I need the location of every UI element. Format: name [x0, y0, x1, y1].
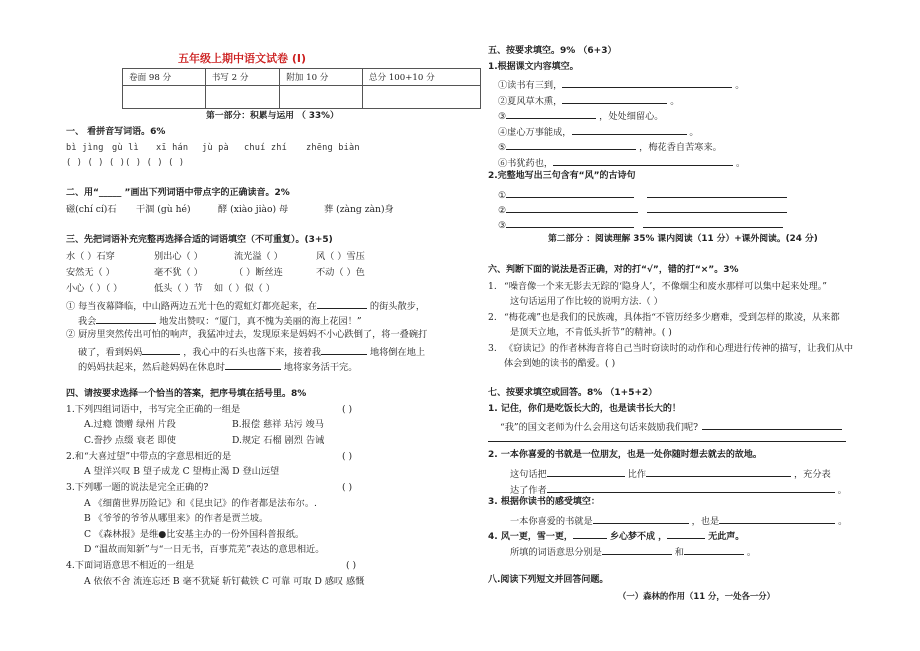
q3-passage2-line3: [78, 360, 357, 372]
part1-heading: 第一部分：积累与运用 （ 33%）: [206, 111, 339, 121]
q7-item3-blank-1[interactable]: [593, 514, 689, 524]
q5-poem-blank-3b[interactable]: [643, 218, 783, 228]
q8-subtitle: （一）森林的作用（11 分，一处各一分）: [618, 591, 775, 601]
q5-line-2-pre: ②夏风草木熏，: [498, 96, 563, 107]
q3-passage1-text-d: 地发出赞叹：“厦门，真不愧为美丽的海上花园！”: [159, 316, 362, 327]
q5-line-3-pre: ③: [498, 111, 507, 122]
q3-passage2-text-d: 地将倒在地上: [369, 347, 426, 358]
q4-item4-stem: 4.下面词语意思不相近的一组是: [66, 560, 195, 571]
q6-item1-line2[interactable]: 这句话运用了作比较的说明方法.（ ）: [510, 296, 663, 307]
q2-item-4[interactable]: 葬 (zàng zàn)身: [324, 204, 394, 215]
q5-poem-line-1: [498, 188, 787, 200]
q6-item3-line1: 《窃读记》的作者林海音将自己当时窃读时的动作和心理进行传神的描写，让我们从中: [504, 343, 854, 354]
q8-title: 八.阅读下列短文并回答问题。: [488, 575, 609, 585]
q4-title: 四、请按要求选择一个恰当的答案，把序号填在括号里。8%: [66, 389, 307, 399]
q6-item1-line1: “噪音像一个来无影去无踪的‘隐身人’，不像烟尘和废水那样可以集中起来处理。”: [504, 281, 828, 292]
q3-word-10[interactable]: 低头（ ）节: [154, 283, 203, 294]
q7-item3-title: 3. 根据你读书的感受填空：: [488, 497, 600, 507]
q5-poem-blank-1b[interactable]: [647, 188, 787, 198]
q7-item1-question-text: “我”的国文老师为什么会用这句话来鼓励我们呢?: [500, 422, 699, 433]
q7-item4-text-b: 乡心梦不成 ，: [609, 532, 668, 542]
q7-item4-blank-1[interactable]: [573, 529, 607, 539]
q7-item3-text-b: ，也是: [691, 516, 720, 527]
q3-word-11[interactable]: 如（ ）似（ ）: [214, 283, 275, 294]
q3-passage2-text-f: 地将家务活干完。: [283, 362, 358, 373]
q3-blank-3[interactable]: [142, 345, 180, 355]
q5-blank-1[interactable]: [562, 78, 732, 88]
q3-blank-4[interactable]: [321, 345, 367, 355]
q5-poem-blank-1a[interactable]: [506, 188, 634, 198]
q4-item2-options: A 望洋兴叹 B 望子成龙 C 望梅止渴 D 登山远望: [84, 466, 280, 477]
q5-line-3: [498, 109, 663, 121]
q5-line-1-post: 。: [735, 80, 745, 91]
q5-poem-blank-3a[interactable]: [506, 218, 634, 228]
q3-passage1-line2: [78, 314, 362, 326]
q7-item4-blank-3[interactable]: [602, 545, 672, 555]
q7-item2-blank-1[interactable]: [547, 467, 625, 477]
q4-item2-stem: 2.和“大喜过望”中带点的字意思相近的是: [66, 451, 232, 462]
q7-item1-blank-2[interactable]: [488, 432, 846, 442]
q6-item3-num: 3.: [488, 343, 497, 354]
q7-item4-question: [510, 545, 756, 557]
q7-item4-end: 。: [746, 547, 757, 558]
q5-poem-num-3: ③: [498, 220, 507, 231]
q5-line-2: [498, 94, 679, 106]
q3-blank-1[interactable]: [317, 299, 367, 309]
q4-item3-option-b: B 《爷爷的爷爷从哪里来》的作者是贾兰坡。: [84, 513, 269, 524]
q3-passage1-line1: [66, 299, 425, 311]
q5-line-4: [498, 125, 699, 137]
q5-poem-blank-2b[interactable]: [647, 203, 787, 213]
q4-item3-answer[interactable]: ( ): [342, 482, 353, 493]
q3-passage2-line2: [78, 345, 425, 357]
score-header-total: 总分 100+10 分: [362, 69, 480, 86]
q7-item2-text-c: ，充分表: [793, 469, 831, 480]
q3-word-5[interactable]: 安然无（ ）: [66, 267, 115, 278]
q2-title: 二、用“_____ ”画出下列词语中带点字的正确读音。2%: [66, 188, 290, 198]
q4-item1-option-a: A.过瘾 馈赠 绿州 片段: [84, 419, 176, 430]
score-cell-bonus[interactable]: [280, 86, 363, 109]
q1-pinyin-5: chuí zhí: [244, 143, 287, 153]
q7-item3-text-a: 一本你喜爱的书就是: [510, 516, 593, 527]
q3-word-6[interactable]: 毫不犹（ ）: [154, 267, 203, 278]
score-table: [122, 68, 481, 109]
q7-item2-blank-3[interactable]: [547, 483, 835, 493]
q4-item4-answer[interactable]: ( ): [346, 560, 357, 571]
q4-item4-options: A 依依不舍 流连忘还 B 毫不犹疑 斩钉截铁 C 可靠 可取 D 感叹 感慨: [84, 576, 365, 587]
q5-sub1: 1.根据课文内容填空。: [488, 62, 579, 72]
q7-item1-quote: 1. 记住，你们是吃饭长大的，也是读书长大的！: [488, 404, 681, 414]
part2-heading: 第二部分 ：阅读理解 35% 课内阅读（11 分）+课外阅读。(24 分): [548, 234, 818, 244]
q5-poem-blank-2a[interactable]: [506, 203, 638, 213]
q4-item1-option-d: D.规定 石榴 剧烈 告诫: [232, 435, 325, 446]
q5-sub2: 2.完整地写出三句含有“风”的古诗句: [488, 171, 636, 181]
q5-line-3-post: ，处处细留心。: [599, 111, 664, 122]
q6-item3-line2[interactable]: 体会到她的读书的酷爱。( ): [504, 358, 616, 369]
q3-passage2-text-c: ，我心中的石头也落下来，接着我: [183, 347, 322, 358]
q3-passage1-text-a: ① 每当夜幕降临，中山路两边五光十色的霓虹灯都亮起来，在: [66, 301, 317, 312]
q2-item-3[interactable]: 酵 (xiào jiào) 母: [218, 204, 289, 215]
q3-passage2-text-b: 破了，看到妈妈: [78, 347, 143, 358]
q1-pinyin-1: bì jìng: [66, 143, 104, 153]
q4-item1-stem: 1.下列四组词语中，书写完全正确的一组是: [66, 404, 241, 415]
q1-pinyin-3: xī hán: [156, 143, 189, 153]
q6-item2-line1: “梅花魂”也是我们的民族魂，具体指“不管历经多少磨难，受到怎样的欺凌，从来都: [504, 312, 840, 323]
q4-item3-option-c: C 《森林报》是维●比安基主办的一份外国科普报纸。: [84, 529, 305, 540]
q6-item2-num: 2.: [488, 312, 497, 323]
q7-item2-blank-2[interactable]: [646, 467, 791, 477]
q3-passage2-text-e: 的妈妈扶起来，然后趁妈妈在休息时: [78, 362, 225, 373]
q5-blank-5[interactable]: [506, 140, 636, 150]
q3-passage1-text-c: 我会: [78, 316, 97, 327]
q5-blank-3[interactable]: [506, 109, 596, 119]
q3-blank-2[interactable]: [96, 314, 156, 324]
q5-line-1-pre: ①读书有三到，: [498, 80, 563, 91]
q1-pinyin-4: jù pà: [202, 143, 229, 153]
q6-item1-num: 1.: [488, 281, 497, 292]
score-header-bonus: 附加 10 分: [280, 69, 363, 86]
q1-pinyin-6: zhēng biàn: [306, 143, 360, 153]
q7-item3-line: [510, 514, 847, 526]
q7-title: 七、按要求填空或回答。8% （1+5+2）: [488, 388, 658, 398]
exam-title: 五年级上期中语文试卷 (I): [178, 52, 306, 65]
q5-line-4-pre: ④虚心万事能成，: [498, 127, 572, 138]
q7-item4-line: [488, 529, 744, 542]
q7-item4-text-c: 无此声。: [708, 532, 745, 542]
q7-item2-text-e: 。: [837, 485, 847, 496]
q1-answer-row[interactable]: ( ) ( ) ( )( ) ( ) ( ): [66, 158, 185, 168]
q3-passage2-line1: ② 厨房里突然传出可怕的响声，我猛冲过去，发现原来是妈妈不小心跌倒了，将一叠碗打: [66, 329, 428, 340]
q5-poem-num-1: ①: [498, 190, 507, 201]
score-cell-total[interactable]: [362, 86, 480, 109]
q1-pinyin-2: gù lì: [112, 143, 139, 153]
q3-word-1[interactable]: 水（ ）石穿: [66, 251, 115, 262]
q7-item3-blank-2[interactable]: [719, 514, 835, 524]
q1-title: 一、 看拼音写词语。6%: [66, 127, 166, 137]
q6-item2-line2[interactable]: 是顶天立地，不肯低头折节”的精神。( ): [510, 327, 672, 338]
q5-line-5: [498, 140, 722, 152]
q7-item2-text-d: 达了作者: [510, 485, 547, 496]
q7-item1-blank-1[interactable]: [702, 420, 842, 430]
q7-item2-text-b: 比作: [627, 469, 647, 480]
q7-item2-line2: [510, 483, 847, 495]
q4-item2-answer[interactable]: ( ): [342, 451, 353, 462]
q7-item2-text-a: 这句话把: [510, 469, 547, 480]
q3-passage1-text-b: 的街头散步，: [369, 301, 426, 312]
q5-line-1: [498, 78, 744, 90]
q5-poem-line-3: [498, 218, 783, 230]
q5-poem-num-2: ②: [498, 205, 507, 216]
q5-poem-line-2: [498, 203, 787, 215]
q4-item1-answer[interactable]: ( ): [342, 404, 353, 415]
q3-blank-5[interactable]: [225, 360, 281, 370]
q7-item3-text-c: 。: [838, 516, 848, 527]
q3-title: 三、先把词语补充完整再选择合适的词语填空（不可重复）。(3+5): [66, 235, 333, 245]
q4-item3-stem: 3.下列哪一题的说法是完全正确的?: [66, 482, 209, 493]
q7-item4-and: 和: [674, 547, 684, 558]
q5-blank-4[interactable]: [572, 125, 687, 135]
q3-word-9[interactable]: 小心（ ）（ ）: [66, 283, 123, 294]
score-cell-writing[interactable]: [205, 86, 280, 109]
q5-blank-2[interactable]: [562, 94, 667, 104]
q2-item-1[interactable]: 磁(chí cí)石: [66, 204, 117, 215]
q5-line-6: [498, 156, 745, 168]
q4-item1-option-b: B.报偿 慈祥 玷污 竣马: [232, 419, 324, 430]
q5-line-6-pre: ⑥书犹药也，: [498, 158, 554, 169]
q7-item1-question: [500, 420, 842, 432]
q4-item3-option-d: D “温故而知新”与“一日无书，百事荒芜”表达的意思相近。: [84, 544, 325, 555]
q3-word-4[interactable]: 风（ ）雪压: [316, 251, 365, 262]
q6-title: 六、判断下面的说法是否正确，对的打“√”，错的打“×”。3%: [488, 265, 739, 275]
score-cell-paper[interactable]: [123, 86, 206, 109]
q5-line-6-post: 。: [736, 158, 746, 169]
q7-item4-blank-4[interactable]: [684, 545, 744, 555]
q5-line-5-post: ，梅花香自苦寒来。: [639, 142, 722, 153]
q5-line-5-pre: ⑤: [498, 142, 507, 153]
q7-item2-line1: [510, 467, 831, 479]
score-header-writing: 书写 2 分: [205, 69, 280, 86]
q5-line-2-post: 。: [670, 96, 680, 107]
q3-word-7[interactable]: （ ）断丝连: [234, 267, 283, 278]
q7-item4-question-text: 所填的词语意思分别是: [510, 547, 602, 558]
q5-line-4-post: 。: [689, 127, 699, 138]
q4-item3-option-a: A 《细菌世界历险记》和《昆虫记》的作者都是法布尔。.: [84, 498, 317, 509]
q5-blank-6[interactable]: [553, 156, 733, 166]
q3-word-8[interactable]: 不动（ ）色: [316, 267, 365, 278]
q4-item1-option-c: C.誊抄 点缀 衰老 即使: [84, 435, 176, 446]
q7-item4-text-a: 4. 风一更，雪一更，: [488, 532, 573, 542]
score-header-paper: 卷面 98 分: [123, 69, 206, 86]
q7-item2-quote: 2. 一本你喜爱的书就是一位朋友，也是一处你随时想去就去的故地。: [488, 450, 762, 460]
q2-item-2[interactable]: 干涸 (gù hé): [136, 204, 191, 215]
q3-word-3[interactable]: 流光溢（ ）: [234, 251, 283, 262]
q5-title: 五、按要求填空。9% （6+3）: [488, 46, 617, 56]
q3-word-2[interactable]: 别出心（ ）: [154, 251, 203, 262]
q7-item4-blank-2[interactable]: [667, 529, 705, 539]
